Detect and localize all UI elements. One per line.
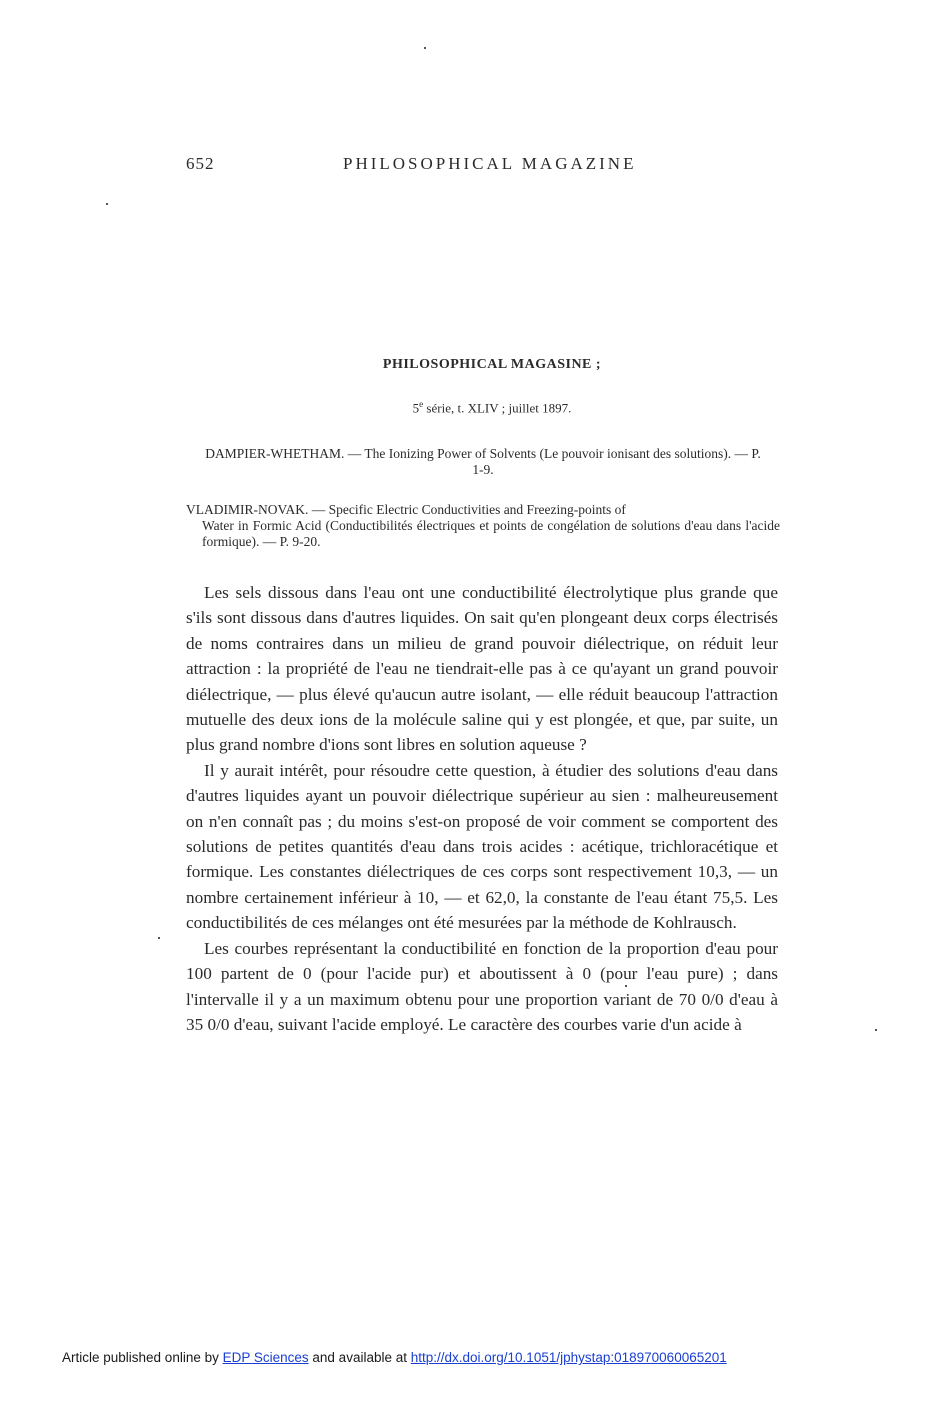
reference-dampier-whetham: DAMPIER-WHETHAM. — The Ionizing Power of Solvents (Le pouvoir ionisant des solutions). — P. 1-9. bbox=[205, 446, 761, 477]
body-paragraph: Il y aurait intérêt, pour résoudre cette question, à étudier des solutions d'eau dans d'autres liquides ayant un pouvoir diélectrique supérieur au sien : malheureusement on n'en connaît pas ; du moins s'est-on proposé de voir comment se comportent des solutions de petites quantités d'eau dans trois acides : acétique, trichloracétique et formique. Les constantes diélectriques de ces corps sont respectivement 10,3, — un nombre certainement inférieur à 10, — et 62,0, la constante de l'eau étant 75,5. Les conductibilités de ces mélanges ont été mesurées par la méthode de Kohlrausch. bbox=[186, 760, 778, 933]
scan-speck bbox=[158, 937, 160, 939]
footer-prefix: Article published online by bbox=[62, 1350, 223, 1365]
scan-speck bbox=[875, 1029, 877, 1031]
publication-footer bbox=[62, 1350, 727, 1365]
edp-sciences-link[interactable]: EDP Sciences bbox=[222, 1350, 309, 1365]
reference-continuation: Water in Formic Acid (Conductibilités électriques et points de congélation de solutions d'eau dans l'acide formique). — P. 9-20. bbox=[202, 518, 780, 549]
issue-ordinal: e bbox=[419, 399, 424, 409]
page-number: 652 bbox=[186, 154, 215, 173]
body-paragraph: Les courbes représentant la conductibilité en fonction de la proportion d'eau pour 100 partent de 0 (pour l'acide pur) et aboutissent à 0 (pour l'eau pure) ; dans l'intervalle il y a un maximum obtenu pour une proportion variant de 70 0/0 d'eau à 35 0/0 d'eau, suivant l'acide employé. Le caractère des courbes varie d'un acide à bbox=[186, 938, 778, 1034]
reference-vladimir-novak bbox=[186, 502, 780, 550]
body-paragraph: Les sels dissous dans l'eau ont une conductibilité électrolytique plus grande que s'ils sont dissous dans d'autres liquides. On sait qu'en plongeant deux corps électrisés de noms contraires dans un milieu de grand pouvoir diélectrique, on réduit leur attraction : la propriété de l'eau ne tiendrait-elle pas à ce qu'ayant un grand pouvoir diélectrique, — plus élevé qu'aucun autre isolant, — elle réduit beaucoup l'attraction mutuelle des deux ions de la molécule saline qui y est plongée, et que, par suite, un plus grand nombre d'ions sont libres en solution aqueuse ? bbox=[186, 583, 778, 755]
issue-details: série, t. XLIV ; juillet 1897. bbox=[426, 400, 572, 416]
running-head: PHILOSOPHICAL MAGAZINE bbox=[343, 154, 637, 173]
scan-speck bbox=[106, 203, 108, 205]
footer-middle: and available at bbox=[308, 1350, 411, 1365]
section-title: PHILOSOPHICAL MAGASINE ; bbox=[382, 357, 602, 372]
doi-link[interactable]: http://dx.doi.org/10.1051/jphystap:018970060065201 bbox=[410, 1350, 727, 1365]
reference-first-line: VLADIMIR-NOVAK. — Specific Electric Conductivities and Freezing-points of bbox=[186, 502, 626, 517]
issue-line bbox=[0, 399, 930, 416]
issue-number: 5 bbox=[412, 400, 420, 416]
article-body bbox=[186, 580, 778, 1037]
scan-speck bbox=[424, 47, 426, 49]
